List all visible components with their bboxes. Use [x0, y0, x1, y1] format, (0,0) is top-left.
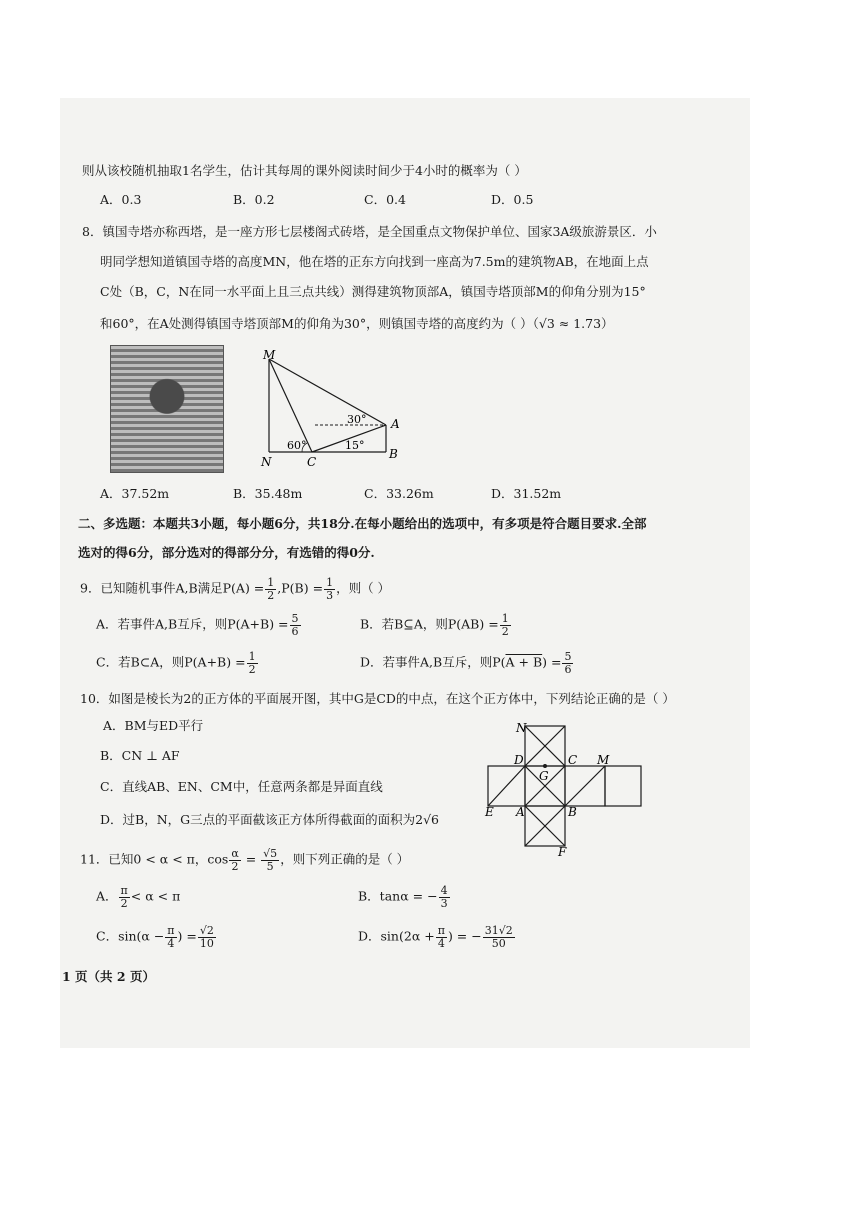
q10-option-c: C．直线AB、EN、CM中，任意两条都是异面直线 — [100, 779, 383, 794]
q9-option-c: C．若B⊂A，则P(A+B) = $\frac{1}{2}$ — [96, 650, 256, 676]
q10-option-a: A．BM与ED平行 — [103, 718, 204, 733]
q11-option-d: D．sin(2α + $\frac{\pi}{4}$ ) = − $\frac{31√2}{50}$ — [358, 924, 513, 950]
net-label-g: G — [539, 769, 549, 783]
q9-stem: 9．已知随机事件A,B满足P(A) = $\frac{1}{2}$ ,P(B) = $\frac{1}{3}$ ，则（ ） — [80, 576, 391, 602]
section2-heading-line1: 二、多选题：本题共3小题，每小题6分，共18分.在每小题给出的选项中，有多项是符合题目要求.全部 — [78, 516, 647, 531]
angle-15-label: 15° — [345, 439, 365, 452]
q7-option-d: D．0.5 — [491, 192, 534, 207]
q11-stem: 11．已知0 < α < π，cos $\frac{\alpha}{2}$ = $\frac{√5}{5}$ ，则下列正确的是（ ） — [80, 847, 410, 873]
q11-option-b: B．tanα = − $\frac{4}{3}$ — [358, 884, 448, 910]
label-a: A — [391, 417, 400, 431]
q9-option-a: A．若事件A,B互斥，则P(A+B) = $\frac{5}{6}$ — [96, 612, 299, 638]
q10-option-b: B．CN ⊥ AF — [100, 748, 180, 763]
label-b: B — [389, 447, 398, 461]
q7-option-a: A．0.3 — [100, 192, 142, 207]
angle-30-label: 30° — [347, 413, 367, 426]
label-n: N — [261, 455, 272, 469]
net-label-m: M — [597, 753, 610, 767]
net-label-a: A — [516, 805, 525, 819]
q8-stem-line3: C处（B，C，N在同一水平面上且三点共线）测得建筑物顶部A，镇国寺塔顶部M的仰角分别为15° — [100, 284, 646, 299]
q10-stem: 10．如图是棱长为2的正方体的平面展开图，其中G是CD的中点，在这个正方体中，下列结论正确的是（ ） — [80, 691, 675, 706]
net-label-b: B — [568, 805, 577, 819]
label-m: M — [263, 348, 276, 362]
q9-half-frac: $\frac{1}{2}$ — [267, 576, 275, 602]
q8-stem-line4: 和60°，在A处测得镇国寺塔顶部M的仰角为30°，则镇国寺塔的高度约为（ ）（√3 ≈ 1.73） — [100, 316, 614, 331]
q7-option-b: B．0.2 — [233, 192, 275, 207]
q8-option-b: B．35.48m — [233, 486, 303, 501]
q9-option-d: D．若事件A,B互斥，则P(A + B) = $\frac{5}{6}$ — [360, 650, 572, 676]
angle-60-label: 60° — [287, 439, 307, 452]
q9-third-frac: $\frac{1}{3}$ — [326, 576, 334, 602]
net-label-c: C — [568, 753, 578, 767]
q8-option-a: A．37.52m — [100, 486, 170, 501]
pagoda-photo — [110, 345, 224, 473]
q8-option-c: C．33.26m — [364, 486, 434, 501]
q8-diagram — [255, 345, 415, 475]
q11-option-a: A． $\frac{\pi}{2}$ < α < π — [96, 884, 181, 910]
q8-stem-line1: 8．镇国寺塔亦称西塔，是一座方形七层楼阁式砖塔，是全国重点文物保护单位、国家3A级旅游景区．小 — [82, 224, 657, 239]
q8-stem-line2: 明同学想知道镇国寺塔的高度MN，他在塔的正东方向找到一座高为7.5m的建筑物AB，在地面上点 — [100, 254, 649, 269]
q10-option-d: D．过B，N，G三点的平面截该正方体所得截面的面积为2√6 — [100, 812, 440, 827]
q10-cube-net — [480, 718, 650, 858]
q7-stem: 则从该校随机抽取1名学生，估计其每周的课外阅读时间少于4小时的概率为（ ） — [82, 163, 527, 178]
q8-option-d: D．31.52m — [491, 486, 562, 501]
net-label-d: D — [514, 753, 524, 767]
net-label-f: F — [558, 845, 567, 858]
net-label-n: N — [516, 721, 527, 735]
section2-heading-line2: 选对的得6分，部分选对的得部分分，有选错的得0分. — [78, 545, 375, 560]
q11-option-c: C．sin(α − $\frac{\pi}{4}$ ) = $\frac{√2}{10}$ — [96, 924, 214, 950]
label-c: C — [307, 455, 317, 469]
page-footer: 1 页（共 2 页） — [62, 969, 155, 984]
q7-option-c: C．0.4 — [364, 192, 406, 207]
net-label-e: E — [485, 805, 494, 819]
q9-option-b: B．若B⊆A，则P(AB) = $\frac{1}{2}$ — [360, 612, 509, 638]
